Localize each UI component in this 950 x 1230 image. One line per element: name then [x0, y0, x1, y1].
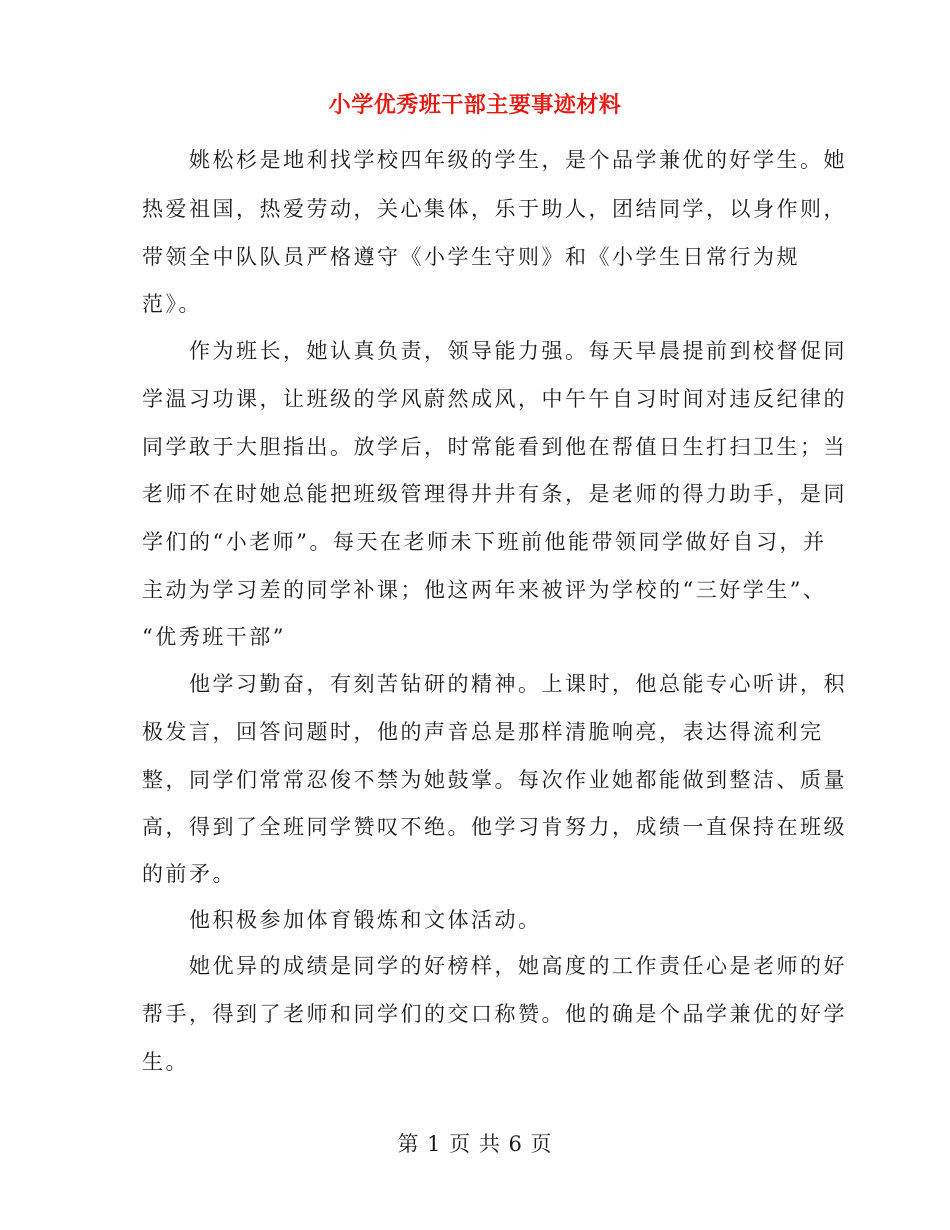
body-line: 作为班长，她认真负责，领导能力强。每天早晨提前到校督促同: [142, 339, 847, 363]
body-line: 带领全中队队员严格遵守《小学生守则》和《小学生日常行为规: [142, 245, 800, 269]
page-number-footer: 第 1 页 共 6 页: [397, 1132, 553, 1156]
body-line: 学温习功课，让班级的学风蔚然成风，中午午自习时间对违反纪律的: [142, 387, 847, 411]
body-line: 姚松杉是地利找学校四年级的学生，是个品学兼优的好学生。她: [142, 148, 847, 172]
body-line: 热爱祖国，热爱劳动，关心集体，乐于助人，团结同学，以身作则，: [142, 197, 847, 221]
body-line: 生。: [142, 1050, 189, 1074]
body-line: 极发言，回答问题时，他的声音总是那样清脆响亮，表达得流利完: [142, 720, 824, 744]
body-line: “优秀班干部”: [142, 625, 286, 649]
body-line: 她优异的成绩是同学的好榜样，她高度的工作责任心是老师的好: [142, 954, 847, 978]
body-line: 他积极参加体育锻炼和文体活动。: [142, 908, 542, 932]
body-line: 老师不在时她总能把班级管理得井井有条，是老师的得力助手，是同: [142, 482, 847, 506]
body-line: 范》。: [142, 292, 202, 316]
body-line: 他学习勤奋，有刻苦钻研的精神。上课时，他总能专心听讲，积: [142, 672, 847, 696]
body-line: 学们的“小老师”。每天在老师未下班前他能带领同学做好自习，并: [142, 530, 827, 554]
body-line: 高，得到了全班同学赞叹不绝。他学习肯努力，成绩一直保持在班级: [142, 815, 847, 839]
body-line: 帮手，得到了老师和同学们的交口称赞。他的确是个品学兼优的好学: [142, 1002, 847, 1026]
body-line: 的前矛。: [142, 862, 236, 886]
body-line: 同学敢于大胆指出。放学后，时常能看到他在帮值日生打扫卫生；当: [142, 435, 847, 459]
document-title: 小学优秀班干部主要事迹材料: [328, 92, 622, 118]
body-line: 整，同学们常常忍俊不禁为她鼓掌。每次作业她都能做到整洁、质量: [142, 768, 847, 792]
body-line: 主动为学习差的同学补课；他这两年来被评为学校的“三好学生”、: [142, 578, 827, 602]
